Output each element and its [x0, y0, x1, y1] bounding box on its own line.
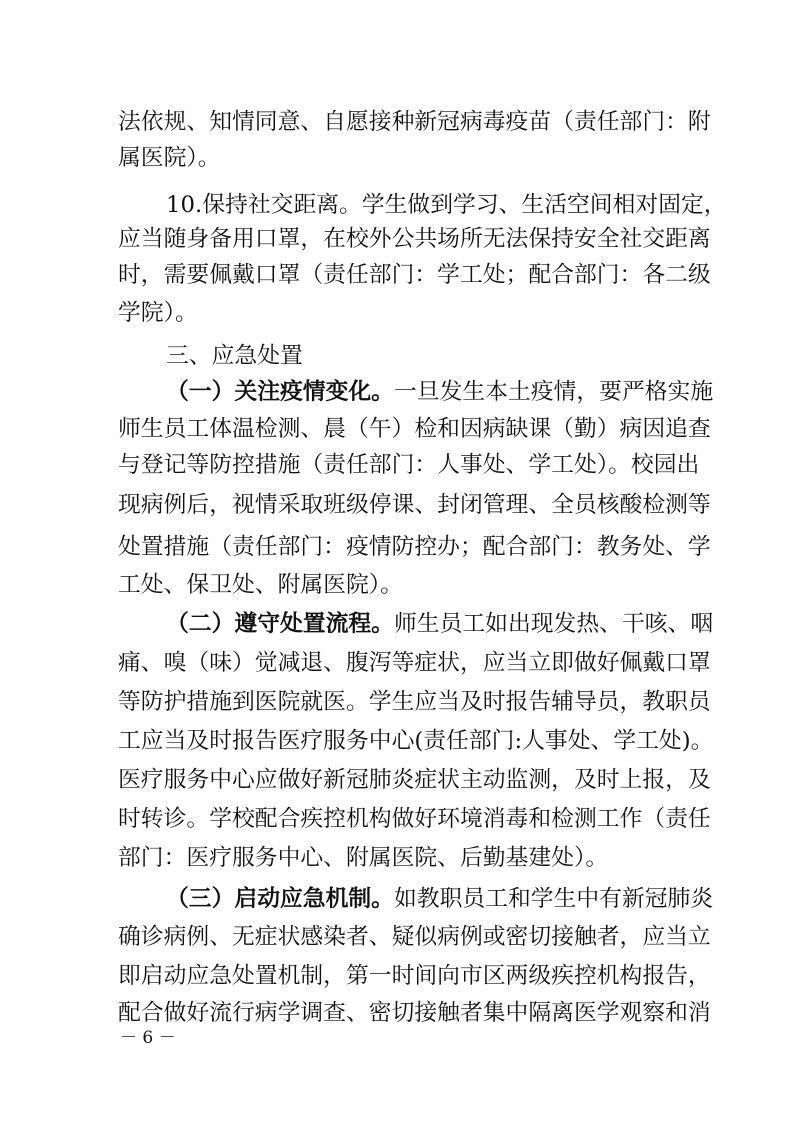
text-segment: 学院）。: [118, 300, 198, 326]
text-line: [118, 919, 711, 955]
text-line: [166, 606, 714, 642]
text-line: [118, 447, 700, 483]
text-segment: 工处、保卫处、附属医院）。: [118, 572, 403, 598]
text-line: [118, 762, 711, 798]
section-heading: [166, 338, 678, 374]
text-segment: 工应当及时报告医疗服务中心(责任部门:人事处、学工处)。: [118, 728, 714, 754]
text-line: [118, 645, 711, 681]
text-segment: 如教职员工和学生中有新冠肺炎: [393, 886, 714, 912]
text-line: [118, 995, 711, 1031]
text-segment: 即启动应急处置机制，第一时间向市区两级疾控机构报告，: [118, 963, 711, 989]
text-line: [118, 140, 678, 176]
text-line: [118, 221, 711, 257]
text-line: [166, 374, 714, 410]
text-segment: 应当随身备用口罩，在校外公共场所无法保持安全社交距离: [118, 226, 711, 252]
text-segment: 等防护措施到医院就医。学生应当及时报告辅导员，教职员: [118, 689, 711, 715]
text-line: [118, 958, 711, 994]
text-segment: 法依规、知情同意、自愿接种新冠病毒疫苗（责任部门：附: [118, 109, 711, 135]
text-line: [166, 881, 714, 917]
text-line: [118, 529, 711, 565]
text-line: [118, 801, 711, 837]
text-segment: 与登记等防控措施（责任部门：人事处、学工处）。校园出: [118, 452, 700, 478]
subsection-heading: （一）关注疫情变化。: [166, 379, 394, 405]
subsection-heading: （三）启动应急机制。: [166, 886, 394, 912]
text-line: [118, 840, 678, 876]
text-segment: 一旦发生本土疫情，要严格实施: [393, 379, 714, 405]
text-segment: 配合做好流行病学调查、密切接触者集中隔离医学观察和消: [118, 1000, 711, 1026]
text-segment: 医疗服务中心应做好新冠肺炎症状主动监测，及时上报，及: [118, 767, 711, 793]
text-line: [118, 487, 711, 523]
text-segment: 部门：医疗服务中心、附属医院、后勤基建处）。: [118, 845, 609, 871]
text-line: [118, 684, 711, 720]
text-segment: 时，需要佩戴口罩（责任部门：学工处；配合部门：各二级: [118, 262, 711, 288]
text-line: [118, 567, 678, 603]
text-line: [166, 187, 727, 223]
text-segment: 处置措施（责任部门：疫情防控办；配合部门：教务处、学: [118, 534, 711, 560]
text-segment: 时转诊。学校配合疾控机构做好环境消毒和检测工作（责任: [118, 806, 711, 832]
text-segment: 确诊病例、无症状感染者、疑似病例或密切接触者，应当立: [118, 924, 711, 950]
text-line: [118, 104, 711, 140]
text-segment: 属医院）。: [118, 145, 221, 171]
text-line: [118, 257, 711, 293]
text-line: [118, 295, 678, 331]
text-segment: 痛、嗅（味）觉减退、腹泻等症状，应当立即做好佩戴口罩: [118, 650, 711, 676]
text-line: [118, 723, 714, 759]
text-segment: 师生员工体温检测、晨（午）检和因病缺课（勤）病因追查: [118, 416, 711, 442]
text-segment: 三、应急处置: [166, 343, 303, 369]
text-segment: 师生员工如出现发热、干咳、咽: [393, 611, 714, 637]
text-line: [118, 411, 711, 447]
subsection-heading: （二）遵守处置流程。: [166, 611, 394, 637]
text-segment: 现病例后，视情采取班级停课、封闭管理、全员核酸检测等: [118, 492, 711, 518]
page-number: － 6 －: [120, 1028, 176, 1048]
text-segment: 10.保持社交距离。学生做到学习、生活空间相对固定，: [166, 192, 727, 218]
